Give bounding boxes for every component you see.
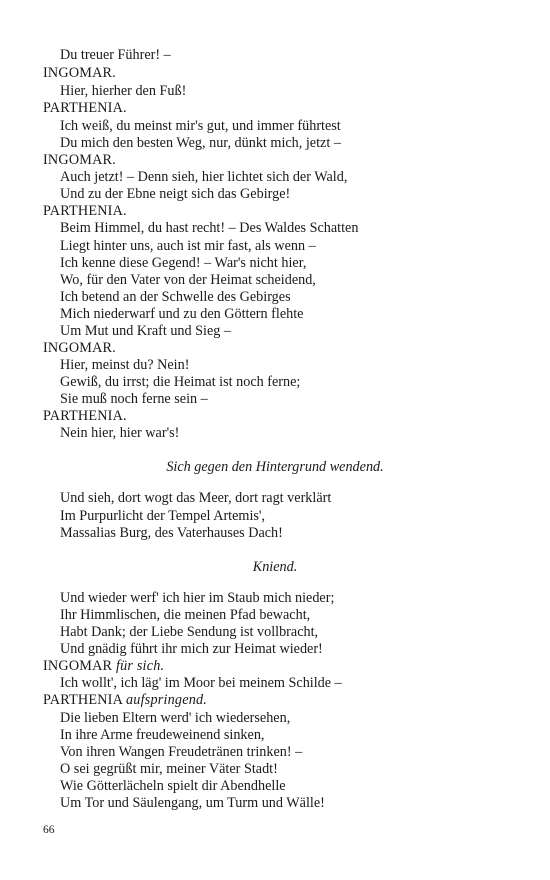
speaker-label: PARTHENIA.	[43, 100, 127, 116]
verse-line: O sei gegrüßt mir, meiner Väter Stadt!	[60, 761, 278, 777]
speaker-name	[43, 340, 116, 357]
verse-line: Und gnädig führt ihr mich zur Heimat wieder!	[60, 641, 323, 657]
verse-line: Wie Götterlächeln spielt dir Abendhelle	[60, 778, 286, 794]
verse-line: Beim Himmel, du hast recht! – Des Waldes Schatten	[60, 220, 359, 236]
verse-line: Wo, für den Vater von der Heimat scheidend,	[60, 272, 316, 288]
verse-line: Nein hier, hier war's!	[60, 425, 180, 441]
verse-line: Im Purpurlicht der Tempel Artemis',	[60, 508, 266, 524]
page-number: 66	[43, 824, 55, 836]
speaker-label: INGOMAR.	[43, 340, 116, 356]
speaker-name	[43, 65, 116, 82]
speaker-label: INGOMAR	[43, 658, 113, 674]
verse-line: Hier, hierher den Fuß!	[60, 83, 187, 99]
verse-line: Habt Dank; der Liebe Sendung ist vollbracht,	[60, 624, 319, 640]
speaker-name	[43, 203, 127, 220]
speaker-label: PARTHENIA	[43, 692, 123, 708]
verse-line: Auch jetzt! – Denn sieh, hier lichtet sich der Wald,	[60, 169, 348, 185]
verse-line: Ich weiß, du meinst mir's gut, und immer führtest	[60, 118, 341, 134]
speaker-name	[43, 658, 164, 675]
verse-line: Um Tor und Säulengang, um Turm und Wälle!	[60, 795, 325, 811]
stage-direction: Kniend.	[252, 559, 298, 575]
verse-line: Ich betend an der Schwelle des Gebirges	[60, 289, 291, 305]
verse-line: Und wieder werf' ich hier im Staub mich nieder;	[60, 590, 335, 606]
speaker-name	[43, 408, 127, 425]
speaker-label: INGOMAR.	[43, 65, 116, 81]
speaker-name	[43, 100, 127, 117]
verse-line: Mich niederwarf und zu den Göttern flehte	[60, 306, 304, 322]
verse-line: Die lieben Eltern werd' ich wiedersehen,	[60, 710, 291, 726]
verse-line: Sie muß noch ferne sein –	[60, 391, 208, 407]
speaker-direction: aufspringend.	[126, 692, 208, 708]
speaker-label: PARTHENIA.	[43, 203, 127, 219]
speaker-label: PARTHENIA.	[43, 408, 127, 424]
verse-line: Von ihren Wangen Freudetränen trinken! –	[60, 744, 303, 760]
verse-line: Du mich den besten Weg, nur, dünkt mich, jetzt –	[60, 135, 341, 151]
verse-line: Du treuer Führer! –	[60, 47, 171, 63]
speaker-label: INGOMAR.	[43, 152, 116, 168]
verse-line: Hier, meinst du? Nein!	[60, 357, 190, 373]
verse-line: Um Mut und Kraft und Sieg –	[60, 323, 232, 339]
verse-line: Liegt hinter uns, auch ist mir fast, als wenn –	[60, 238, 316, 254]
speaker-direction: für sich.	[115, 658, 165, 674]
verse-line: Gewiß, du irrst; die Heimat ist noch ferne;	[60, 374, 301, 390]
verse-line: Ich kenne diese Gegend! – War's nicht hier,	[60, 255, 307, 271]
stage-direction: Sich gegen den Hintergrund wendend.	[166, 459, 384, 475]
verse-line: In ihre Arme freudeweinend sinken,	[60, 727, 265, 743]
speaker-name	[43, 692, 207, 709]
verse-line: Ich wollt', ich läg' im Moor bei meinem Schilde –	[60, 675, 342, 691]
verse-line: Massalias Burg, des Vaterhauses Dach!	[60, 525, 283, 541]
verse-line: Und zu der Ebne neigt sich das Gebirge!	[60, 186, 291, 202]
speaker-name	[43, 152, 116, 169]
verse-line: Ihr Himmlischen, die meinen Pfad bewacht,	[60, 607, 311, 623]
verse-line: Und sieh, dort wogt das Meer, dort ragt verklärt	[60, 490, 332, 506]
